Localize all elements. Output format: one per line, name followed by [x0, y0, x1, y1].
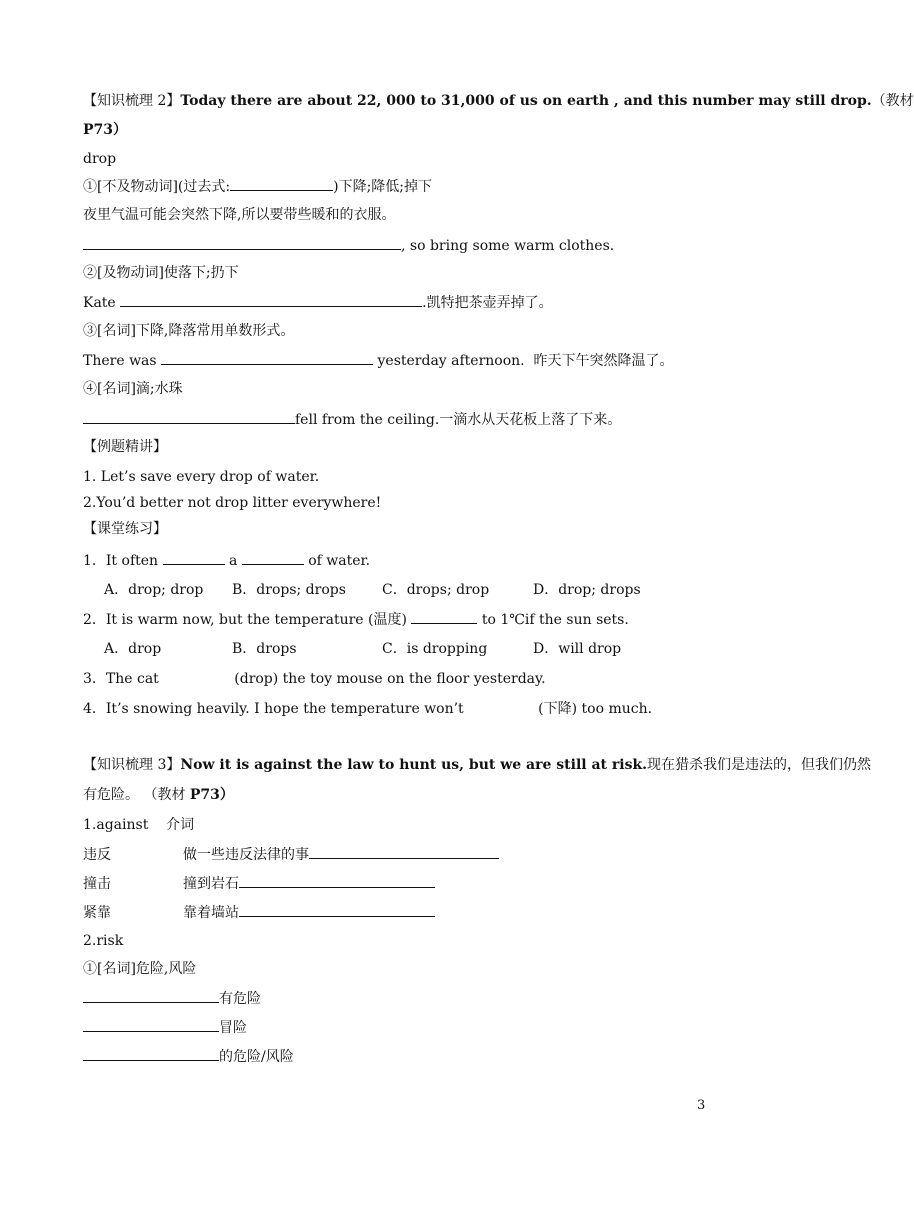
example4: fell from the ceiling.一滴水从天花板上落了下来。 [83, 410, 621, 429]
question-1: 1．It often a of water. [83, 553, 371, 569]
risk-item-2: 冒险 [83, 1018, 247, 1037]
section3-heading: 【知识梳理 3】Now it is against the law to hunt us, but we are still at risk.现在猎杀我们是违法的，但我们仍然 [83, 757, 872, 773]
blank-against-2[interactable] [239, 874, 435, 888]
sense4: ④[名词]滴;水珠 [83, 381, 183, 397]
question-4: 4．It’s snowing heavily. I hope the temperature won’t (下降) too much. [83, 701, 653, 717]
q1-option-d[interactable]: D．drop; drops [533, 582, 641, 598]
blank-ex1[interactable] [83, 236, 401, 250]
sense3: ③[名词]下降,降落常用单数形式。 [83, 323, 295, 339]
q2-option-b[interactable]: B．drops [232, 641, 297, 657]
risk-item-3: 的危险/风险 [83, 1047, 294, 1066]
example1-cn: 夜里气温可能会突然下降,所以要带些暖和的衣服。 [83, 207, 396, 223]
blank-ex4[interactable] [83, 410, 295, 424]
q2-option-c[interactable]: C．is dropping [382, 641, 488, 657]
heading-prefix: 【知识梳理 2】 [83, 93, 181, 109]
blank-past-tense[interactable] [230, 177, 333, 191]
example1-en: , so bring some warm clothes. [83, 236, 614, 255]
blank-against-1[interactable] [309, 845, 499, 859]
example-sentence-1: 1. Let’s save every drop of water. [83, 469, 320, 485]
blank-risk-1[interactable] [83, 989, 219, 1003]
blank-against-3[interactable] [239, 903, 435, 917]
example-sentence-2: 2.You’d better not drop litter everywhere! [83, 495, 382, 511]
item-against: 1.against 介词 [83, 817, 195, 833]
blank-q1-a[interactable] [163, 551, 225, 565]
blank-risk-2[interactable] [83, 1018, 219, 1032]
example3: There was yesterday afternoon. 昨天下午突然降温了。 [83, 353, 674, 369]
practice-title: 【课堂练习】 [83, 521, 167, 537]
q1-option-a[interactable]: A．drop; drop [104, 582, 204, 598]
examples-title: 【例题精讲】 [83, 439, 167, 455]
blank-q2[interactable] [411, 610, 477, 624]
section3-heading-line2: 有危险。 （教材 P73） [83, 787, 234, 803]
question-2: 2．It is warm now, but the temperature (温度) to 1℃if the sun sets. [83, 612, 629, 628]
blank-q1-b[interactable] [242, 551, 304, 565]
risk-item-1: 有危险 [83, 989, 261, 1008]
blank-ex2[interactable] [120, 293, 422, 307]
heading-ref: （教材 [871, 93, 914, 109]
word-drop: drop [83, 151, 117, 167]
page-number: 3 [697, 1098, 706, 1113]
blank-ex3[interactable] [161, 351, 373, 365]
q2-option-d[interactable]: D．will drop [533, 641, 622, 657]
item-risk: 2.risk [83, 933, 124, 949]
heading-sentence: Today there are about 22, 000 to 31,000 of us on earth , and this number may still drop. [180, 93, 872, 109]
question-3: 3．The cat (drop) the toy mouse on the floor yesterday. [83, 671, 546, 687]
section2-heading [83, 92, 914, 110]
against-row-3: 紧靠 靠着墙站 [83, 903, 435, 922]
sense1: ①[不及物动词](过去式: )下降;降低;掉下 [83, 179, 433, 195]
against-row-2: 撞击 撞到岩石 [83, 874, 435, 893]
blank-risk-3[interactable] [83, 1047, 219, 1061]
q1-option-c[interactable]: C．drops; drop [382, 582, 490, 598]
sense2: ②[及物动词]使落下;扔下 [83, 265, 239, 281]
example2: Kate .凯特把茶壶弄掉了。 [83, 295, 553, 311]
heading-ref-line2: P73） [83, 122, 128, 138]
against-row-1: 违反 做一些违反法律的事 [83, 845, 499, 864]
risk-sense1: ①[名词]危险,风险 [83, 961, 197, 977]
q2-option-a[interactable]: A．drop [104, 641, 162, 657]
q1-option-b[interactable]: B．drops; drops [232, 582, 346, 598]
